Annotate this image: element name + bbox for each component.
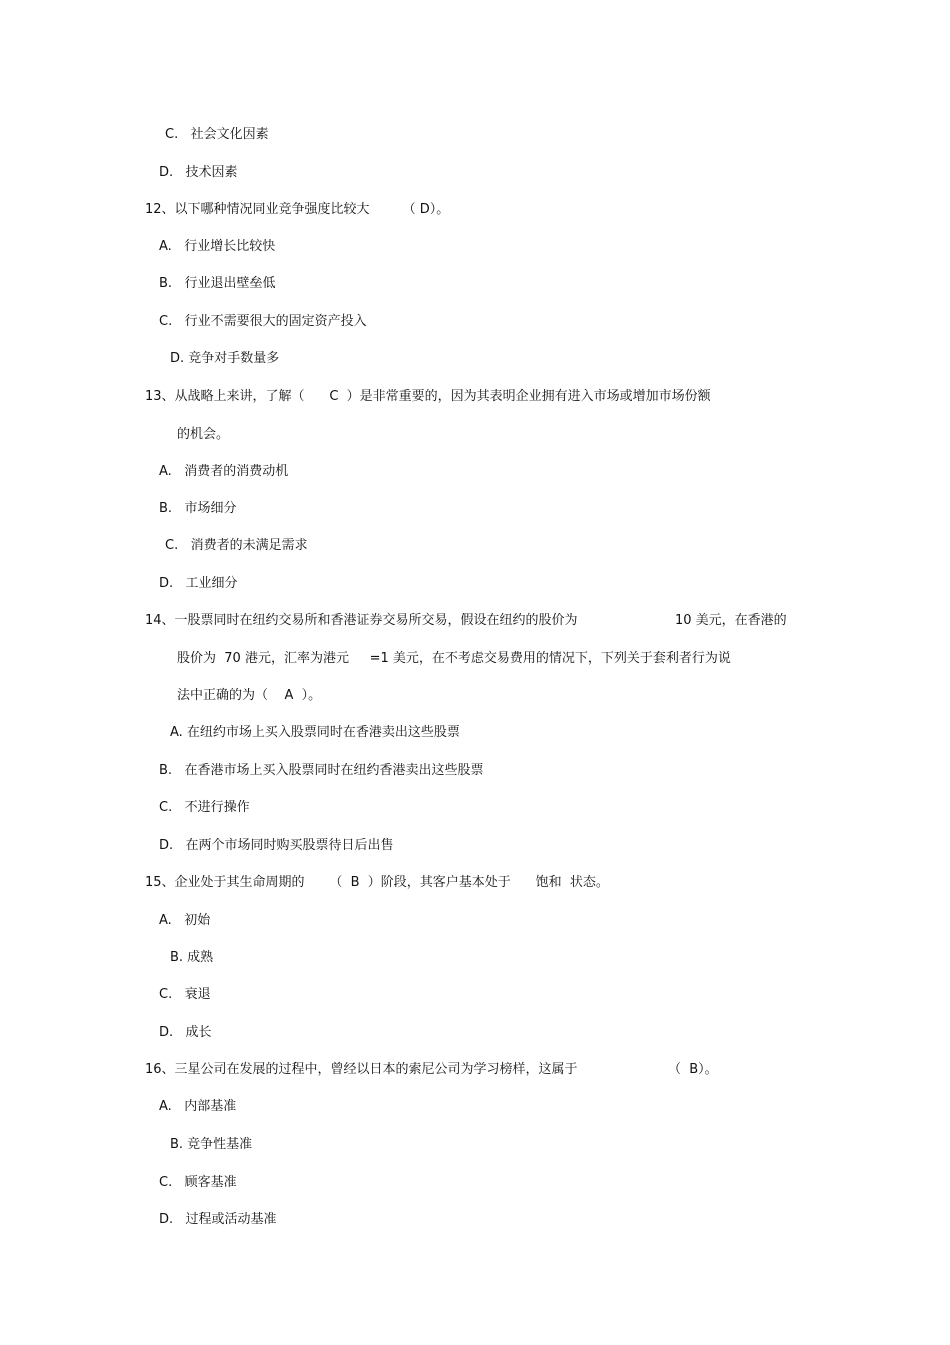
- q15-stem: 15、企业处于其生命周期的 （ B ）阶段，其客户基本处于 饱和 状态。: [145, 875, 609, 890]
- q12-option-c: C. 行业不需要很大的固定资产投入: [159, 314, 367, 329]
- q15-option-b: B. 成熟: [170, 950, 214, 965]
- q16-option-c: C. 顾客基准: [159, 1175, 237, 1190]
- q14-stem-right: 10 美元，在香港的: [675, 613, 787, 628]
- q16-answer: （ B）。: [668, 1062, 718, 1077]
- q14-option-d: D. 在两个市场同时购买股票待日后出售: [159, 838, 394, 853]
- q14-option-a: A. 在纽约市场上买入股票同时在香港卖出这些股票: [170, 725, 460, 740]
- q12-option-b: B. 行业退出壁垒低: [159, 276, 276, 291]
- q16-option-a: A. 内部基准: [159, 1099, 237, 1114]
- q13-option-a: A. 消费者的消费动机: [159, 464, 289, 479]
- q14-stem-end: 法中正确的为（ A ）。: [177, 688, 322, 703]
- q13-stem-continued: 的机会。: [177, 427, 230, 442]
- q11-option-d: D. 技术因素: [159, 165, 238, 180]
- q14-option-b: B. 在香港市场上买入股票同时在纽约香港卖出这些股票: [159, 763, 484, 778]
- q15-option-a: A. 初始: [159, 913, 211, 928]
- q14-option-c: C. 不进行操作: [159, 800, 250, 815]
- q11-option-c: C. 社会文化因素: [165, 127, 269, 142]
- q16-option-d: D. 过程或活动基准: [159, 1212, 277, 1227]
- q12-option-a: A. 行业增长比较快: [159, 239, 276, 254]
- q13-stem: 13、从战略上来讲，了解（ C ）是非常重要的，因为其表明企业拥有进入市场或增加市场份额: [145, 389, 711, 404]
- q12-option-d: D. 竞争对手数量多: [170, 351, 280, 366]
- q15-option-c: C. 衰退: [159, 987, 211, 1002]
- q13-option-c: C. 消费者的未满足需求: [165, 538, 308, 553]
- q12-stem: 12、以下哪种情况同业竞争强度比较大 （ D）。: [145, 202, 450, 217]
- q13-option-b: B. 市场细分: [159, 501, 237, 516]
- q14-stem: 14、一股票同时在纽约交易所和香港证券交易所交易，假设在纽约的股价为: [145, 613, 578, 628]
- q16-option-b: B. 竞争性基准: [170, 1137, 253, 1152]
- q16-stem: 16、三星公司在发展的过程中，曾经以日本的索尼公司为学习榜样，这属于: [145, 1062, 578, 1077]
- q13-option-d: D. 工业细分: [159, 576, 238, 591]
- q14-stem-continued: 股价为 70 港元，汇率为港元 =1 美元，在不考虑交易费用的情况下，下列关于套利者行为说: [177, 651, 731, 666]
- q15-option-d: D. 成长: [159, 1025, 212, 1040]
